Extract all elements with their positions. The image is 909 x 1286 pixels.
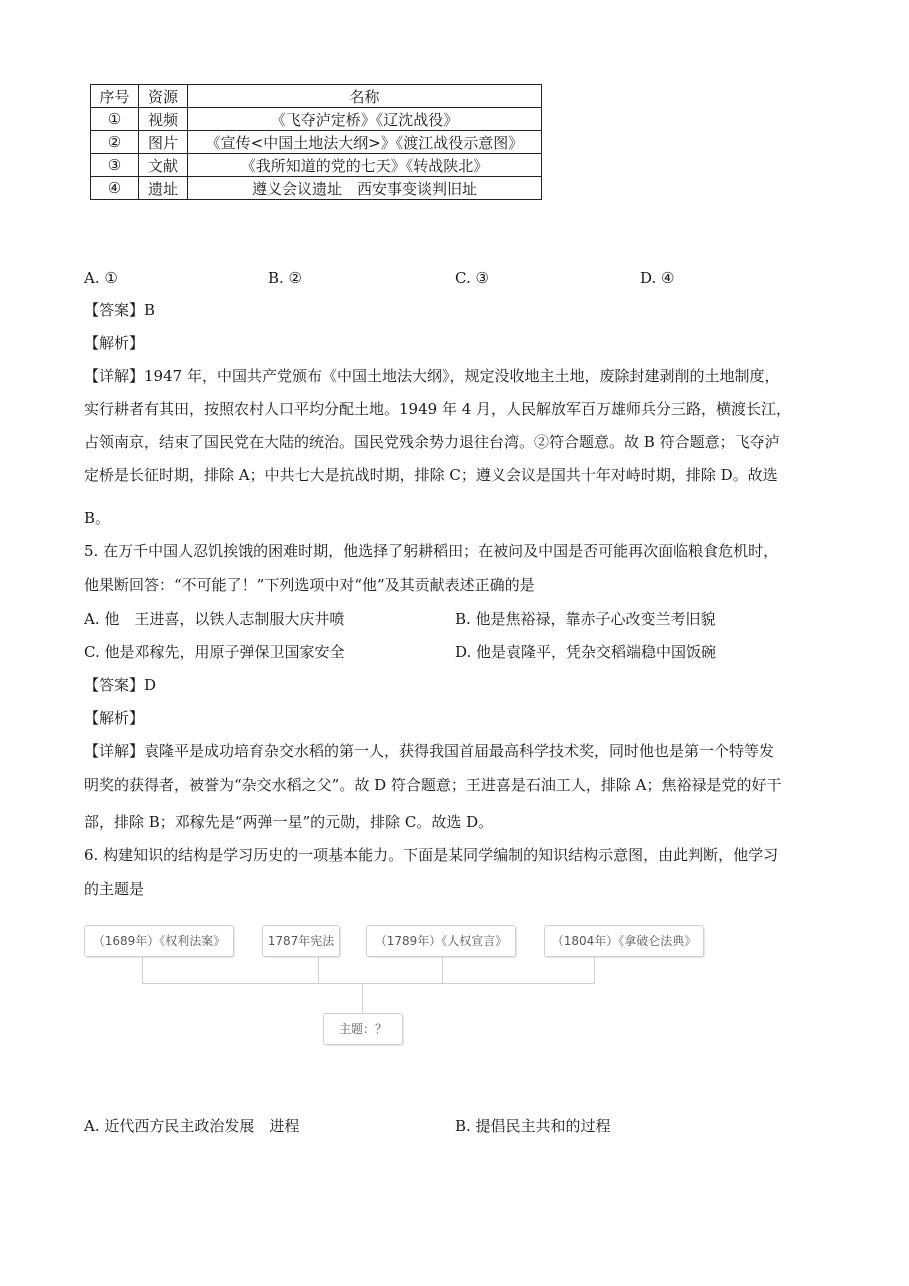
table-row [91, 108, 542, 131]
table-cell: 视频 [139, 108, 188, 131]
diagram-center-theme: 主题：？ [323, 1013, 403, 1045]
q4-option-d: D. ④ [640, 269, 675, 287]
q5-stem-line: 他果断回答：“不可能了！”下列选项中对“他”及其贡献表述正确的是 [84, 576, 535, 594]
diagram-box-declaration: （1789年）《人权宣言》 [366, 925, 516, 957]
q4-option-a: A. ① [84, 269, 118, 287]
q4-detail-line: B。 [84, 509, 111, 527]
table-cell: 遗址 [139, 177, 188, 200]
table-cell: 《我所知道的党的七天》《转战陕北》 [188, 154, 542, 177]
connector-line [142, 957, 143, 983]
q4-option-b: B. ② [268, 269, 303, 287]
q5-answer [84, 675, 156, 695]
q5-option-b: B. 他是焦裕禄，靠赤子心改变兰考旧貌 [455, 610, 716, 628]
q4-detail-line: 定桥是长征时期，排除 A；中共七大是抗战时期，排除 C；遵义会议是国共十年对峙时期，排除 D。故选 [84, 466, 778, 484]
q5-detail-line: 【详解】袁隆平是成功培育杂交水稻的第一人，获得我国首届最高科学技术奖，同时他也是第一个特等发 [84, 742, 775, 760]
table-cell: ① [91, 108, 139, 131]
q5-option-d: D. 他是袁隆平，凭杂交稻端稳中国饭碗 [455, 643, 717, 661]
q4-answer [84, 300, 155, 320]
table-row [91, 131, 542, 154]
q4-detail-line: 占领南京，结束了国民党在大陆的统治。国民党残余势力退往台湾。②符合题意。故 B 符合题意；飞夺泸 [84, 433, 780, 451]
header-name: 名称 [188, 85, 542, 108]
connector-line [318, 957, 319, 983]
resource-table [90, 84, 542, 200]
connector-line [142, 983, 595, 984]
table-row [91, 154, 542, 177]
q6-stem-line: 的主题是 [84, 880, 145, 898]
q5-option-c: C. 他是邓稼先，用原子弹保卫国家安全 [84, 643, 345, 661]
q6-option-a: A. 近代西方民主政治发展 进程 [84, 1117, 300, 1135]
header-resource: 资源 [139, 85, 188, 108]
table-cell: 《宣传<中国土地法大纲>》《渡江战役示意图》 [188, 131, 542, 154]
q4-detail-line: 实行耕者有其田，按照农村人口平均分配土地。1949 年 4 月，人民解放军百万雄师兵分三路，横渡长江， [84, 400, 792, 418]
connector-line [594, 957, 595, 983]
answer-value: B [144, 301, 156, 319]
q4-analysis-tag: 【解析】 [84, 334, 145, 352]
table-cell: 《飞夺泸定桥》《辽沈战役》 [188, 108, 542, 131]
q6-option-b: B. 提倡民主共和的过程 [455, 1117, 611, 1135]
answer-value: D [144, 676, 157, 694]
header-index: 序号 [91, 85, 139, 108]
table-cell: ④ [91, 177, 139, 200]
diagram-box-napoleonic-code: （1804年）《拿破仑法典》 [544, 925, 704, 957]
table-header-row [91, 85, 542, 108]
q4-detail-line: 【详解】1947 年，中国共产党颁布《中国土地法大纲》，规定没收地主土地，废除封建剥削的土地制度， [84, 367, 780, 385]
q4-option-c: C. ③ [455, 269, 489, 287]
table-cell: ② [91, 131, 139, 154]
answer-tag: 【答案】 [84, 676, 145, 694]
q5-detail-line: 部，排除 B；邓稼先是“两弹一星”的元勋，排除 C。故选 D。 [84, 813, 494, 831]
q5-detail-line: 明奖的获得者，被誉为“杂交水稻之父”。故 D 符合题意；王进喜是石油工人，排除 A；焦裕禄是党的好干 [84, 776, 782, 794]
diagram-box-bill-of-rights: （1689年）《权利法案》 [84, 925, 234, 957]
connector-line [362, 983, 363, 1013]
q6-stem-line: 6. 构建知识的结构是学习历史的一项基本能力。下面是某同学编制的知识结构示意图，由此判断，他学习 [84, 846, 779, 864]
q5-analysis-tag: 【解析】 [84, 709, 145, 727]
answer-tag: 【答案】 [84, 301, 145, 319]
diagram-box-1787-constitution: 1787年宪法 [262, 925, 340, 957]
table-cell: 文献 [139, 154, 188, 177]
table-cell: ③ [91, 154, 139, 177]
table-row [91, 177, 542, 200]
q5-stem-line: 5. 在万千中国人忍饥挨饿的困难时期，他选择了躬耕稻田；在被问及中国是否可能再次面临粮食危机时， [84, 542, 779, 560]
connector-line [442, 957, 443, 983]
table-cell: 遵义会议遗址 西安事变谈判旧址 [188, 177, 542, 200]
q5-option-a: A. 他 王进喜，以铁人志制服大庆井喷 [84, 610, 345, 628]
table-cell: 图片 [139, 131, 188, 154]
